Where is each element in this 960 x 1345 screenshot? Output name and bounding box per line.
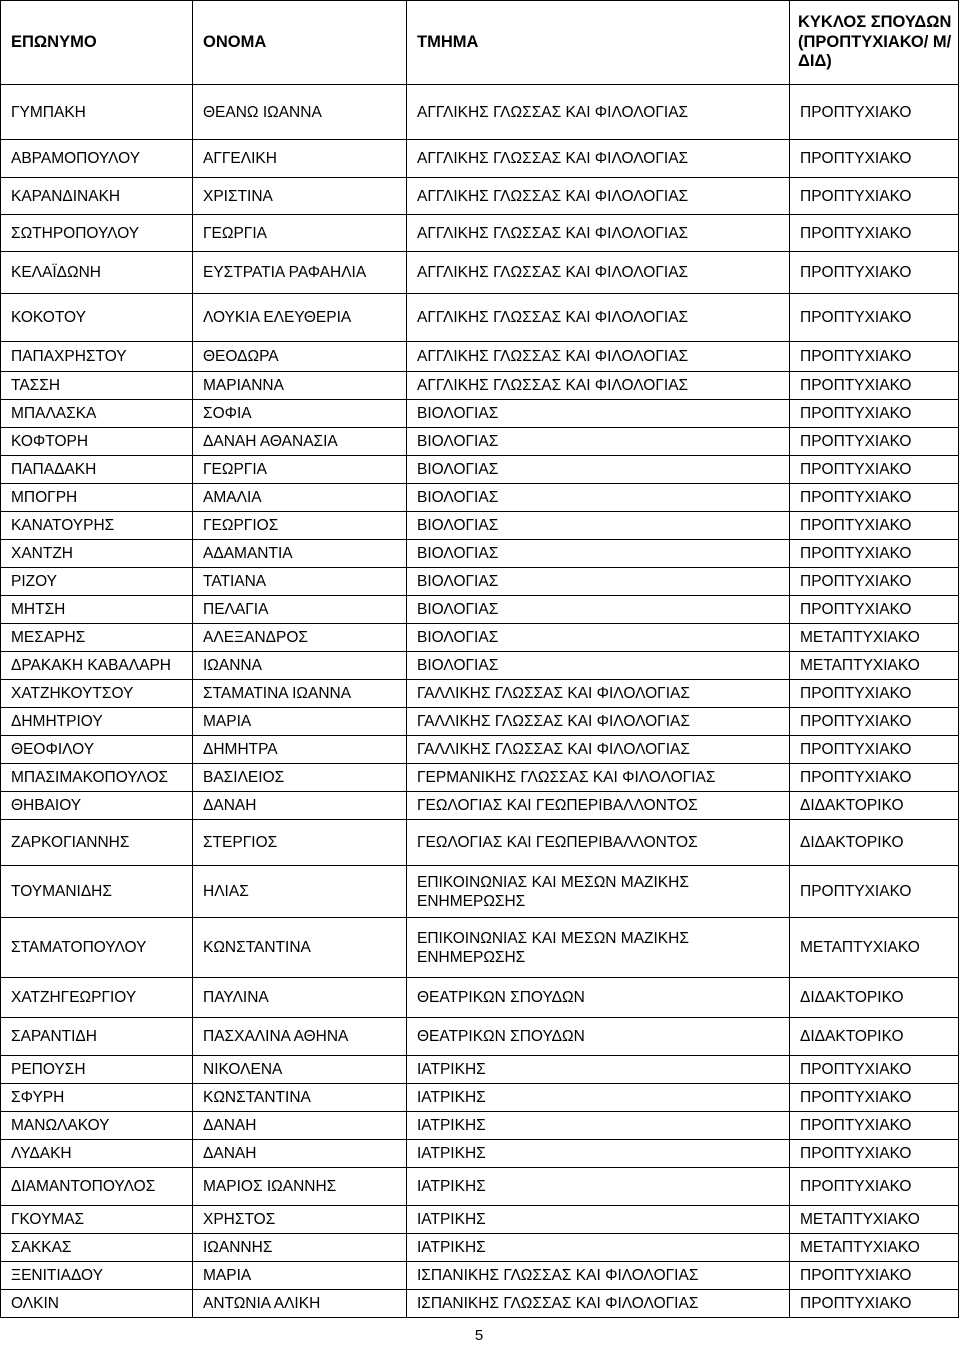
table-row — [1, 428, 959, 456]
cell-surname: ΚΟΚΟΤΟΥ — [1, 294, 193, 342]
cell-surname: ΡΕΠΟΥΣΗ — [1, 1056, 193, 1084]
cell-department: ΙΑΤΡΙΚΗΣ — [407, 1206, 790, 1234]
cell-surname: ΓΥΜΠΑΚΗ — [1, 85, 193, 140]
cell-study-cycle: ΜΕΤΑΠΤΥΧΙΑΚΟ — [790, 1206, 959, 1234]
cell-surname: ΡΙΖΟΥ — [1, 568, 193, 596]
cell-name: ΔΑΝΑΗ ΑΘΑΝΑΣΙΑ — [193, 428, 407, 456]
table-row — [1, 1018, 959, 1056]
cell-study-cycle: ΜΕΤΑΠΤΥΧΙΑΚΟ — [790, 652, 959, 680]
cell-name: ΜΑΡΙΑ — [193, 708, 407, 736]
cell-name: ΠΑΣΧΑΛΙΝΑ ΑΘΗΝΑ — [193, 1018, 407, 1056]
cell-name: ΑΓΓΕΛΙΚΗ — [193, 140, 407, 178]
table-row — [1, 1206, 959, 1234]
cell-department: ΑΓΓΛΙΚΗΣ ΓΛΩΣΣΑΣ ΚΑΙ ΦΙΛΟΛΟΓΙΑΣ — [407, 372, 790, 400]
cell-name: ΙΩΑΝΝΑ — [193, 652, 407, 680]
cell-study-cycle: ΠΡΟΠΤΥΧΙΑΚΟ — [790, 596, 959, 624]
cell-surname: ΜΠΟΓΡΗ — [1, 484, 193, 512]
cell-department: ΓΑΛΛΙΚΗΣ ΓΛΩΣΣΑΣ ΚΑΙ ΦΙΛΟΛΟΓΙΑΣ — [407, 708, 790, 736]
cell-surname: ΚΑΡΑΝΔΙΝΑΚΗ — [1, 178, 193, 215]
cell-department: ΓΑΛΛΙΚΗΣ ΓΛΩΣΣΑΣ ΚΑΙ ΦΙΛΟΛΟΓΙΑΣ — [407, 680, 790, 708]
cell-surname: ΣΑΚΚΑΣ — [1, 1234, 193, 1262]
table-row — [1, 764, 959, 792]
header-row — [1, 1, 959, 85]
cell-name: ΚΩΝΣΤΑΝΤΙΝΑ — [193, 1084, 407, 1112]
cell-study-cycle: ΠΡΟΠΤΥΧΙΑΚΟ — [790, 484, 959, 512]
cell-department: ΙΑΤΡΙΚΗΣ — [407, 1234, 790, 1262]
table-row — [1, 342, 959, 372]
cell-surname: ΜΑΝΩΛΑΚΟΥ — [1, 1112, 193, 1140]
cell-study-cycle: ΠΡΟΠΤΥΧΙΑΚΟ — [790, 540, 959, 568]
cell-name: ΧΡΙΣΤΙΝΑ — [193, 178, 407, 215]
cell-department: ΙΣΠΑΝΙΚΗΣ ΓΛΩΣΣΑΣ ΚΑΙ ΦΙΛΟΛΟΓΙΑΣ — [407, 1290, 790, 1318]
cell-surname: ΣΤΑΜΑΤΟΠΟΥΛΟΥ — [1, 918, 193, 978]
cell-study-cycle: ΠΡΟΠΤΥΧΙΑΚΟ — [790, 215, 959, 252]
cell-study-cycle: ΠΡΟΠΤΥΧΙΑΚΟ — [790, 568, 959, 596]
cell-study-cycle: ΠΡΟΠΤΥΧΙΑΚΟ — [790, 85, 959, 140]
table-row — [1, 820, 959, 866]
cell-surname: ΜΠΑΛΑΣΚΑ — [1, 400, 193, 428]
cell-department: ΒΙΟΛΟΓΙΑΣ — [407, 596, 790, 624]
cell-surname: ΠΑΠΑΔΑΚΗ — [1, 456, 193, 484]
cell-surname: ΔΗΜΗΤΡΙΟΥ — [1, 708, 193, 736]
cell-surname: ΑΒΡΑΜΟΠΟΥΛΟΥ — [1, 140, 193, 178]
cell-name: ΛΟΥΚΙΑ ΕΛΕΥΘΕΡΙΑ — [193, 294, 407, 342]
table-row — [1, 294, 959, 342]
cell-department: ΙΑΤΡΙΚΗΣ — [407, 1140, 790, 1168]
cell-study-cycle: ΜΕΤΑΠΤΥΧΙΑΚΟ — [790, 918, 959, 978]
cell-surname: ΘΕΟΦΙΛΟΥ — [1, 736, 193, 764]
cell-surname: ΠΑΠΑΧΡΗΣΤΟΥ — [1, 342, 193, 372]
cell-department: ΙΑΤΡΙΚΗΣ — [407, 1084, 790, 1112]
table-row — [1, 1262, 959, 1290]
table-row — [1, 540, 959, 568]
header-study-cycle: ΚΥΚΛΟΣ ΣΠΟΥΔΩΝ (ΠΡΟΠΤΥΧΙΑΚΟ/ Μ/ΔΙΔ) — [790, 1, 959, 85]
cell-study-cycle: ΠΡΟΠΤΥΧΙΑΚΟ — [790, 736, 959, 764]
cell-department: ΑΓΓΛΙΚΗΣ ΓΛΩΣΣΑΣ ΚΑΙ ΦΙΛΟΛΟΓΙΑΣ — [407, 252, 790, 294]
table-row — [1, 1234, 959, 1262]
cell-name: ΣΟΦΙΑ — [193, 400, 407, 428]
cell-study-cycle: ΠΡΟΠΤΥΧΙΑΚΟ — [790, 1168, 959, 1206]
cell-name: ΚΩΝΣΤΑΝΤΙΝΑ — [193, 918, 407, 978]
cell-study-cycle: ΠΡΟΠΤΥΧΙΑΚΟ — [790, 178, 959, 215]
header-name: ΟΝΟΜΑ — [193, 1, 407, 85]
table-row — [1, 178, 959, 215]
cell-name: ΙΩΑΝΝΗΣ — [193, 1234, 407, 1262]
table-row — [1, 140, 959, 178]
cell-study-cycle: ΠΡΟΠΤΥΧΙΑΚΟ — [790, 1084, 959, 1112]
cell-study-cycle: ΜΕΤΑΠΤΥΧΙΑΚΟ — [790, 1234, 959, 1262]
cell-name: ΑΜΑΛΙΑ — [193, 484, 407, 512]
cell-surname: ΧΑΤΖΗΚΟΥΤΣΟΥ — [1, 680, 193, 708]
cell-department: ΘΕΑΤΡΙΚΩΝ ΣΠΟΥΔΩΝ — [407, 978, 790, 1018]
cell-name: ΑΔΑΜΑΝΤΙΑ — [193, 540, 407, 568]
cell-department: ΒΙΟΛΟΓΙΑΣ — [407, 568, 790, 596]
cell-department: ΒΙΟΛΟΓΙΑΣ — [407, 512, 790, 540]
cell-study-cycle: ΠΡΟΠΤΥΧΙΑΚΟ — [790, 1056, 959, 1084]
cell-department: ΒΙΟΛΟΓΙΑΣ — [407, 484, 790, 512]
table-row — [1, 866, 959, 918]
table-row — [1, 1084, 959, 1112]
table-row — [1, 1290, 959, 1318]
cell-study-cycle: ΠΡΟΠΤΥΧΙΑΚΟ — [790, 372, 959, 400]
table-row — [1, 978, 959, 1018]
cell-study-cycle: ΠΡΟΠΤΥΧΙΑΚΟ — [790, 680, 959, 708]
cell-surname: ΔΙΑΜΑΝΤΟΠΟΥΛΟΣ — [1, 1168, 193, 1206]
page-number: 5 — [474, 1327, 484, 1344]
cell-name: ΜΑΡΙΟΣ ΙΩΑΝΝΗΣ — [193, 1168, 407, 1206]
cell-surname: ΜΠΑΣΙΜΑΚΟΠΟΥΛΟΣ — [1, 764, 193, 792]
cell-name: ΔΑΝΑΗ — [193, 1112, 407, 1140]
cell-surname: ΓΚΟΥΜΑΣ — [1, 1206, 193, 1234]
cell-name: ΣΤΕΡΓΙΟΣ — [193, 820, 407, 866]
table-row — [1, 252, 959, 294]
cell-surname: ΣΑΡΑΝΤΙΔΗ — [1, 1018, 193, 1056]
cell-study-cycle: ΠΡΟΠΤΥΧΙΑΚΟ — [790, 400, 959, 428]
cell-name: ΘΕΑΝΩ ΙΩΑΝΝΑ — [193, 85, 407, 140]
cell-surname: ΤΟΥΜΑΝΙΔΗΣ — [1, 866, 193, 918]
cell-surname: ΜΕΣΑΡΗΣ — [1, 624, 193, 652]
cell-surname: ΟΛΚΙΝ — [1, 1290, 193, 1318]
cell-study-cycle: ΔΙΔΑΚΤΟΡΙΚΟ — [790, 978, 959, 1018]
table-row — [1, 918, 959, 978]
table-row — [1, 215, 959, 252]
cell-department: ΕΠΙΚΟΙΝΩΝΙΑΣ ΚΑΙ ΜΕΣΩΝ ΜΑΖΙΚΗΣ ΕΝΗΜΕΡΩΣΗΣ — [407, 918, 790, 978]
cell-surname: ΧΑΤΖΗΓΕΩΡΓΙΟΥ — [1, 978, 193, 1018]
table-row — [1, 624, 959, 652]
cell-study-cycle: ΠΡΟΠΤΥΧΙΑΚΟ — [790, 456, 959, 484]
cell-surname: ΣΦΥΡΗ — [1, 1084, 193, 1112]
table-row — [1, 400, 959, 428]
table-row — [1, 1056, 959, 1084]
cell-study-cycle: ΜΕΤΑΠΤΥΧΙΑΚΟ — [790, 624, 959, 652]
table-row — [1, 512, 959, 540]
table-row — [1, 85, 959, 140]
cell-study-cycle: ΠΡΟΠΤΥΧΙΑΚΟ — [790, 764, 959, 792]
cell-study-cycle: ΠΡΟΠΤΥΧΙΑΚΟ — [790, 342, 959, 372]
cell-name: ΠΕΛΑΓΙΑ — [193, 596, 407, 624]
cell-department: ΙΑΤΡΙΚΗΣ — [407, 1056, 790, 1084]
cell-name: ΔΗΜΗΤΡΑ — [193, 736, 407, 764]
cell-surname: ΔΡΑΚΑΚΗ ΚΑΒΑΛΑΡΗ — [1, 652, 193, 680]
cell-surname: ΚΟΦΤΟΡΗ — [1, 428, 193, 456]
cell-department: ΙΑΤΡΙΚΗΣ — [407, 1112, 790, 1140]
cell-study-cycle: ΔΙΔΑΚΤΟΡΙΚΟ — [790, 820, 959, 866]
cell-department: ΒΙΟΛΟΓΙΑΣ — [407, 624, 790, 652]
table-row — [1, 568, 959, 596]
cell-name: ΑΝΤΩΝΙΑ ΑΛΙΚΗ — [193, 1290, 407, 1318]
cell-department: ΑΓΓΛΙΚΗΣ ΓΛΩΣΣΑΣ ΚΑΙ ΦΙΛΟΛΟΓΙΑΣ — [407, 294, 790, 342]
cell-name: ΘΕΟΔΩΡΑ — [193, 342, 407, 372]
cell-department: ΓΕΩΛΟΓΙΑΣ ΚΑΙ ΓΕΩΠΕΡΙΒΑΛΛΟΝΤΟΣ — [407, 820, 790, 866]
cell-department: ΓΑΛΛΙΚΗΣ ΓΛΩΣΣΑΣ ΚΑΙ ΦΙΛΟΛΟΓΙΑΣ — [407, 736, 790, 764]
cell-name: ΓΕΩΡΓΙΟΣ — [193, 512, 407, 540]
cell-surname: ΛΥΔΑΚΗ — [1, 1140, 193, 1168]
cell-department: ΒΙΟΛΟΓΙΑΣ — [407, 428, 790, 456]
cell-department: ΑΓΓΛΙΚΗΣ ΓΛΩΣΣΑΣ ΚΑΙ ΦΙΛΟΛΟΓΙΑΣ — [407, 215, 790, 252]
cell-surname: ΜΗΤΣΗ — [1, 596, 193, 624]
cell-name: ΔΑΝΑΗ — [193, 792, 407, 820]
cell-department: ΓΕΩΛΟΓΙΑΣ ΚΑΙ ΓΕΩΠΕΡΙΒΑΛΛΟΝΤΟΣ — [407, 792, 790, 820]
cell-study-cycle: ΠΡΟΠΤΥΧΙΑΚΟ — [790, 140, 959, 178]
cell-name: ΓΕΩΡΓΙΑ — [193, 456, 407, 484]
cell-study-cycle: ΠΡΟΠΤΥΧΙΑΚΟ — [790, 866, 959, 918]
cell-department: ΑΓΓΛΙΚΗΣ ΓΛΩΣΣΑΣ ΚΑΙ ΦΙΛΟΛΟΓΙΑΣ — [407, 342, 790, 372]
cell-department: ΙΣΠΑΝΙΚΗΣ ΓΛΩΣΣΑΣ ΚΑΙ ΦΙΛΟΛΟΓΙΑΣ — [407, 1262, 790, 1290]
cell-name: ΤΑΤΙΑΝΑ — [193, 568, 407, 596]
cell-study-cycle: ΠΡΟΠΤΥΧΙΑΚΟ — [790, 1290, 959, 1318]
table-row — [1, 372, 959, 400]
cell-study-cycle: ΠΡΟΠΤΥΧΙΑΚΟ — [790, 1262, 959, 1290]
cell-name: ΔΑΝΑΗ — [193, 1140, 407, 1168]
cell-name: ΑΛΕΞΑΝΔΡΟΣ — [193, 624, 407, 652]
table-row — [1, 680, 959, 708]
table-row — [1, 456, 959, 484]
cell-study-cycle: ΠΡΟΠΤΥΧΙΑΚΟ — [790, 428, 959, 456]
table-row — [1, 652, 959, 680]
cell-study-cycle: ΠΡΟΠΤΥΧΙΑΚΟ — [790, 1112, 959, 1140]
cell-department: ΑΓΓΛΙΚΗΣ ΓΛΩΣΣΑΣ ΚΑΙ ΦΙΛΟΛΟΓΙΑΣ — [407, 85, 790, 140]
cell-surname: ΞΕΝΙΤΙΑΔΟΥ — [1, 1262, 193, 1290]
cell-department: ΙΑΤΡΙΚΗΣ — [407, 1168, 790, 1206]
header-surname: ΕΠΩΝΥΜΟ — [1, 1, 193, 85]
cell-department: ΘΕΑΤΡΙΚΩΝ ΣΠΟΥΔΩΝ — [407, 1018, 790, 1056]
cell-name: ΣΤΑΜΑΤΙΝΑ ΙΩΑΝΝΑ — [193, 680, 407, 708]
cell-department: ΒΙΟΛΟΓΙΑΣ — [407, 652, 790, 680]
cell-study-cycle: ΠΡΟΠΤΥΧΙΑΚΟ — [790, 708, 959, 736]
cell-department: ΒΙΟΛΟΓΙΑΣ — [407, 400, 790, 428]
cell-department: ΑΓΓΛΙΚΗΣ ΓΛΩΣΣΑΣ ΚΑΙ ΦΙΛΟΛΟΓΙΑΣ — [407, 178, 790, 215]
cell-department: ΓΕΡΜΑΝΙΚΗΣ ΓΛΩΣΣΑΣ ΚΑΙ ΦΙΛΟΛΟΓΙΑΣ — [407, 764, 790, 792]
cell-study-cycle: ΠΡΟΠΤΥΧΙΑΚΟ — [790, 512, 959, 540]
cell-study-cycle: ΠΡΟΠΤΥΧΙΑΚΟ — [790, 252, 959, 294]
table-row — [1, 792, 959, 820]
cell-department: ΑΓΓΛΙΚΗΣ ΓΛΩΣΣΑΣ ΚΑΙ ΦΙΛΟΛΟΓΙΑΣ — [407, 140, 790, 178]
cell-study-cycle: ΠΡΟΠΤΥΧΙΑΚΟ — [790, 294, 959, 342]
cell-name: ΓΕΩΡΓΙΑ — [193, 215, 407, 252]
cell-department: ΒΙΟΛΟΓΙΑΣ — [407, 456, 790, 484]
table-row — [1, 736, 959, 764]
cell-surname: ΚΕΛΑΪΔΩΝΗ — [1, 252, 193, 294]
cell-surname: ΣΩΤΗΡΟΠΟΥΛΟΥ — [1, 215, 193, 252]
table-row — [1, 484, 959, 512]
cell-name: ΜΑΡΙΑ — [193, 1262, 407, 1290]
table-row — [1, 596, 959, 624]
cell-study-cycle: ΠΡΟΠΤΥΧΙΑΚΟ — [790, 1140, 959, 1168]
cell-name: ΠΑΥΛΙΝΑ — [193, 978, 407, 1018]
cell-study-cycle: ΔΙΔΑΚΤΟΡΙΚΟ — [790, 1018, 959, 1056]
table-row — [1, 1112, 959, 1140]
cell-name: ΧΡΗΣΤΟΣ — [193, 1206, 407, 1234]
cell-surname: ΤΑΣΣΗ — [1, 372, 193, 400]
cell-surname: ΖΑΡΚΟΓΙΑΝΝΗΣ — [1, 820, 193, 866]
cell-surname: ΘΗΒΑΙΟΥ — [1, 792, 193, 820]
cell-study-cycle: ΔΙΔΑΚΤΟΡΙΚΟ — [790, 792, 959, 820]
cell-surname: ΧΑΝΤΖΗ — [1, 540, 193, 568]
table-row — [1, 1168, 959, 1206]
table-row — [1, 708, 959, 736]
cell-name: ΗΛΙΑΣ — [193, 866, 407, 918]
cell-name: ΕΥΣΤΡΑΤΙΑ ΡΑΦΑΗΛΙΑ — [193, 252, 407, 294]
cell-name: ΝΙΚΟΛΕΝΑ — [193, 1056, 407, 1084]
cell-name: ΜΑΡΙΑΝΝΑ — [193, 372, 407, 400]
cell-department: ΕΠΙΚΟΙΝΩΝΙΑΣ ΚΑΙ ΜΕΣΩΝ ΜΑΖΙΚΗΣ ΕΝΗΜΕΡΩΣΗΣ — [407, 866, 790, 918]
cell-surname: ΚΑΝΑΤΟΥΡΗΣ — [1, 512, 193, 540]
header-department: ΤΜΗΜΑ — [407, 1, 790, 85]
cell-name: ΒΑΣΙΛΕΙΟΣ — [193, 764, 407, 792]
table-row — [1, 1140, 959, 1168]
cell-department: ΒΙΟΛΟΓΙΑΣ — [407, 540, 790, 568]
